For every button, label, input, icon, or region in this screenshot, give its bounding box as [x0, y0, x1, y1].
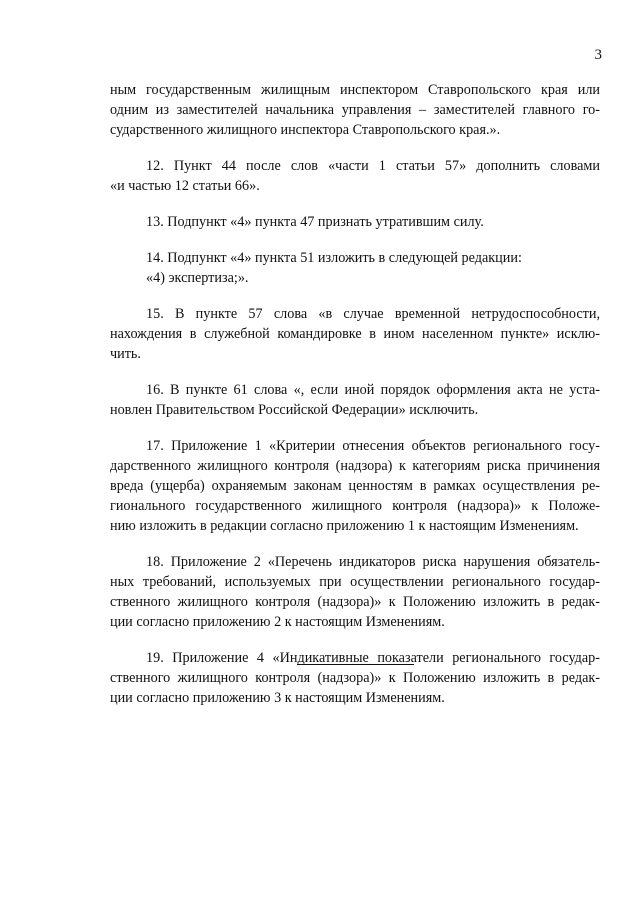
paragraph-item-17 — [110, 436, 600, 536]
paragraph-line: нию изложить в редакции согласно приложению 1 к настоящим Изменениям. — [110, 518, 579, 534]
paragraph-line: 19. Приложение 4 «Индикативные показатели регионального государ- — [146, 650, 600, 666]
paragraph-item-19 — [110, 648, 600, 708]
paragraph-line: ции согласно приложению 2 к настоящим Изменениям. — [110, 614, 445, 630]
paragraph-line: ственного жилищного контроля (надзора)» к Положению изложить в редак- — [110, 594, 600, 610]
paragraph-line: ным государственным жилищным инспектором Ставропольского края или — [110, 82, 600, 98]
paragraph-line: 15. В пункте 57 слова «в случае временной нетрудоспособности, — [146, 306, 600, 322]
paragraph-item-16 — [110, 380, 600, 420]
paragraph-line: сударственного жилищного инспектора Ставропольского края.». — [110, 122, 501, 138]
paragraph-line: вреда (ущерба) охраняемым законам ценностям в рамках осуществления ре- — [110, 478, 600, 494]
paragraph-line: «и частью 12 статьи 66». — [110, 178, 260, 194]
paragraph-line: ции согласно приложению 3 к настоящим Изменениям. — [110, 690, 445, 706]
paragraph-line: нахождения в служебной командировке в ином населенном пункте» исклю- — [110, 326, 600, 342]
paragraph-item-15 — [110, 304, 600, 364]
paragraph-item-14 — [110, 248, 600, 288]
paragraph-continuation — [110, 80, 600, 140]
paragraph-line: дарственного жилищного контроля (надзора) к категориям риска причинения — [110, 458, 600, 474]
document-body — [110, 80, 600, 708]
paragraph-line: 18. Приложение 2 «Перечень индикаторов риска нарушения обязатель- — [146, 554, 600, 570]
paragraph-line: 13. Подпункт «4» пункта 47 признать утратившим силу. — [146, 214, 484, 230]
paragraph-line: чить. — [110, 346, 141, 362]
paragraph-line: ственного жилищного контроля (надзора)» к Положению изложить в редак- — [110, 670, 600, 686]
paragraph-line: «4) экспертиза;». — [146, 270, 249, 286]
paragraph-line: 17. Приложение 1 «Критерии отнесения объектов регионального госу- — [146, 438, 600, 454]
paragraph-line: 12. Пункт 44 после слов «части 1 статьи 57» дополнить словами — [146, 158, 600, 174]
paragraph-line: 16. В пункте 61 слова «, если иной порядок оформления акта не уста- — [146, 382, 600, 398]
paragraph-line: новлен Правительством Российской Федерации» исключить. — [110, 402, 479, 418]
paragraph-line: гионального государственного жилищного контроля (надзора)» к Положе- — [110, 498, 600, 514]
page-number: 3 — [594, 47, 602, 63]
paragraph-line: одним из заместителей начальника управления – заместителей главного го- — [110, 102, 600, 118]
paragraph-line: 14. Подпункт «4» пункта 51 изложить в следующей редакции: — [146, 250, 522, 266]
paragraph-item-18 — [110, 552, 600, 632]
paragraph-item-13 — [110, 212, 600, 232]
paragraph-item-12 — [110, 156, 600, 196]
paragraph-line: ных требований, используемых при осуществлении регионального государ- — [110, 574, 600, 590]
closing-divider — [297, 664, 414, 665]
